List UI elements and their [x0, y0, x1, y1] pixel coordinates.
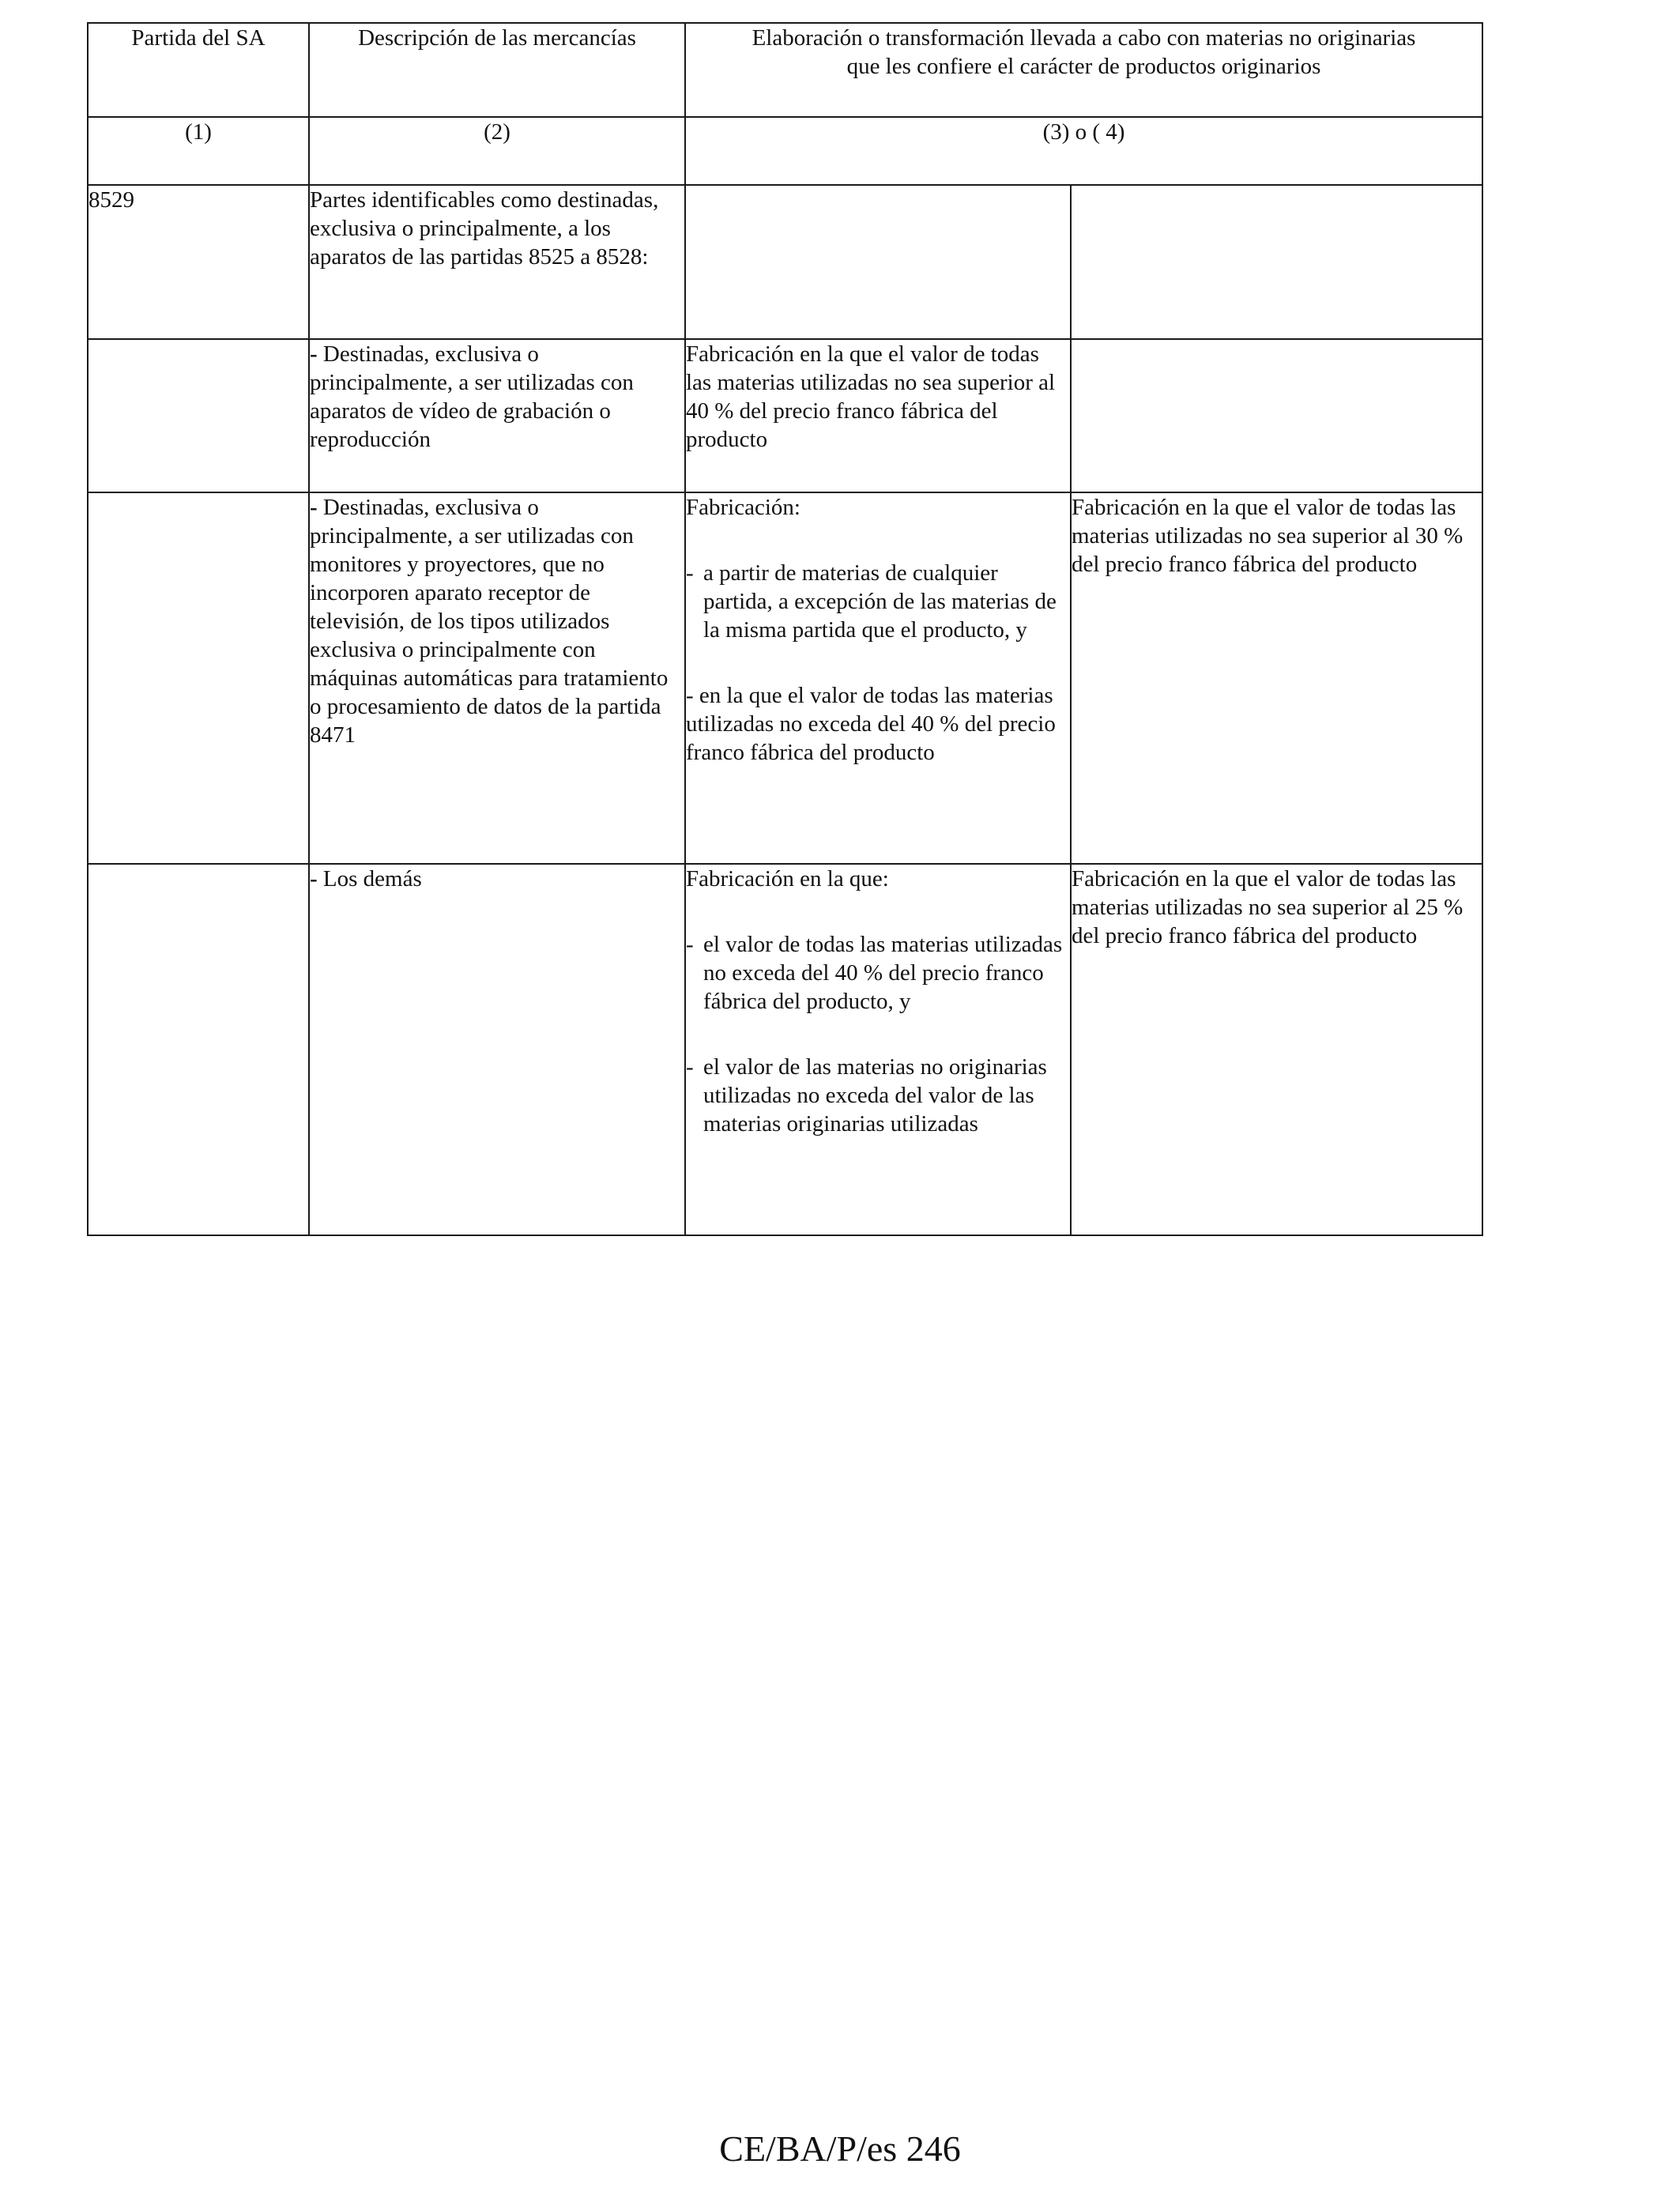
- table-row: [88, 492, 1482, 864]
- rule-list-text: el valor de las materias no originarias utilizadas no exceda del valor de las materias originarias utilizadas: [703, 1054, 1047, 1137]
- list-dash: -: [686, 932, 694, 957]
- spacer: [686, 644, 1070, 681]
- rule-list-item: [686, 1053, 1070, 1138]
- header-elaboracion-line1: Elaboración o transformación llevada a cabo con materias no originarias: [751, 25, 1416, 51]
- header-partida: Partida del SA: [88, 23, 309, 117]
- spacer: [686, 893, 1070, 930]
- table-number-row: [88, 117, 1482, 185]
- rule-list-text: el valor de todas las materias utilizadas no exceda del 40 % del precio franco fábrica del producto, y: [703, 932, 1063, 1014]
- rule-cell-3: [685, 185, 1071, 339]
- column-number-3-4: (3) o ( 4): [685, 117, 1482, 185]
- description-text: Destinadas, exclusiva o principalmente, a ser utilizadas con aparatos de vídeo de grabación o reproducción: [310, 341, 634, 452]
- table-row: [88, 864, 1482, 1235]
- rule-intro: Fabricación:: [686, 495, 800, 520]
- rule-cell-4: Fabricación en la que el valor de todas las materias utilizadas no sea superior al 25 % del precio franco fábrica del producto: [1071, 864, 1482, 1235]
- description-dash: -: [310, 495, 318, 520]
- description-dash: -: [310, 341, 318, 367]
- rule-cell-3: Fabricación en la que el valor de todas las materias utilizadas no sea superior al 40 % del precio franco fábrica del producto: [685, 339, 1071, 492]
- header-descripcion: Descripción de las mercancías: [309, 23, 685, 117]
- rule-cell-4: [1071, 339, 1482, 492]
- rule-cell-4: [1071, 185, 1482, 339]
- list-dash: -: [686, 1054, 694, 1080]
- rule-cell-3: [685, 492, 1071, 864]
- rule-list-item: [686, 930, 1070, 1016]
- partida-cell: [88, 492, 309, 864]
- rule-cell-4: Fabricación en la que el valor de todas las materias utilizadas no sea superior al 30 % del precio franco fábrica del producto: [1071, 492, 1482, 864]
- description-cell: [309, 339, 685, 492]
- description-cell: Partes identificables como destinadas, exclusiva o principalmente, a los aparatos de las partidas 8525 a 8528:: [309, 185, 685, 339]
- column-number-2: (2): [309, 117, 685, 185]
- partida-cell: 8529: [88, 185, 309, 339]
- rule-intro: Fabricación en la que:: [686, 866, 889, 892]
- rule-list-text: - en la que el valor de todas las materias utilizadas no exceda del 40 % del precio franco fábrica del producto: [686, 683, 1056, 765]
- description-cell: [309, 492, 685, 864]
- header-elaboracion-line2: que les confiere el carácter de productos originarios: [846, 54, 1321, 79]
- partida-cell: [88, 339, 309, 492]
- rule-list-item: [686, 559, 1070, 644]
- rules-of-origin-table: [87, 22, 1483, 1236]
- rule-cell-3: [685, 864, 1071, 1235]
- column-number-1: (1): [88, 117, 309, 185]
- description-text: Destinadas, exclusiva o principalmente, a ser utilizadas con monitores y proyectores, que no incorporen aparato receptor de televisión, de los tipos utilizados exclusiva o principalmente con máquinas automáticas para tratamiento o procesamiento de datos de la partida 8471: [310, 495, 669, 748]
- partida-cell: [88, 864, 309, 1235]
- list-dash: -: [686, 560, 694, 586]
- description-dash: -: [310, 866, 318, 892]
- description-text: Los demás: [317, 866, 422, 892]
- header-elaboracion: [685, 23, 1482, 117]
- page-reference: CE/BA/P/es 246: [719, 2128, 961, 2169]
- spacer: [686, 522, 1070, 559]
- table-header-row: [88, 23, 1482, 117]
- table-row: [88, 339, 1482, 492]
- spacer: [686, 1016, 1070, 1053]
- description-cell: [309, 864, 685, 1235]
- rule-list-text: a partir de materias de cualquier partida, a excepción de las materias de la misma partida que el producto, y: [703, 560, 1057, 643]
- table-row: [88, 185, 1482, 339]
